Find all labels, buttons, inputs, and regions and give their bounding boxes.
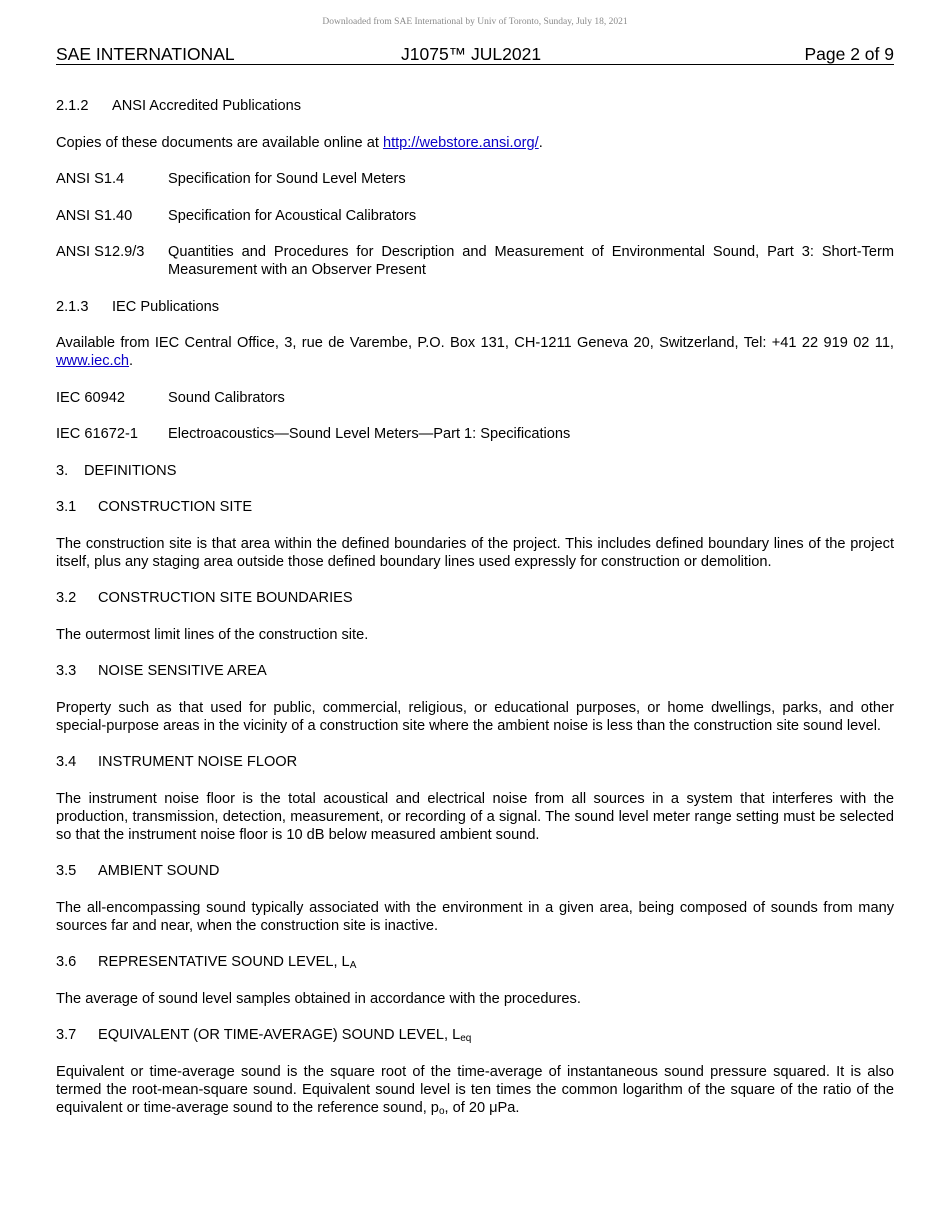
section-title: CONSTRUCTION SITE BOUNDARIES [98,590,353,606]
section-number: 3.4 [56,754,77,770]
section-number: 3.1 [56,499,77,515]
ansi-intro-text: Copies of these documents are available online at [56,134,383,151]
definition-3-2-text: The outermost limit lines of the construction site. [56,626,369,643]
ref-code: ANSI S1.4 [56,171,125,187]
definition-3-7-heading [56,1026,894,1044]
section-number: 3.3 [56,663,77,679]
section-title: NOISE SENSITIVE AREA [98,663,267,679]
download-watermark: Downloaded from SAE International by Univ of Toronto, Sunday, July 18, 2021 [322,17,628,27]
definition-3-5-heading [56,862,894,880]
section-title: INSTRUMENT NOISE FLOOR [98,754,298,770]
ref-code: IEC 60942 [56,389,125,406]
iec-website-link[interactable]: www.iec.ch [56,353,129,369]
definition-3-6-text: The average of sound level samples obtained in accordance with the procedures. [56,990,581,1007]
section-number: 3.7 [56,1027,77,1043]
section-3-heading [56,462,894,480]
ansi-intro-end: . [538,134,543,151]
ref-title: Sound Calibrators [168,389,285,406]
definition-3-3-text: Property such as that used for public, commercial, religious, or educational purposes, or home dwellings, parks, and other special-purpose areas in the vicinity of a construction site where the ambient noise is less than the construction site sound level. [56,699,894,734]
section-number: 3.5 [56,863,77,879]
section-title: IEC Publications [112,298,220,315]
definition-3-4-heading [56,753,894,771]
definition-3-2-heading [56,589,894,607]
section-title: EQUIVALENT (OR TIME-AVERAGE) SOUND LEVEL, L [98,1027,461,1043]
definition-3-1-text: The construction site is that area within the defined boundaries of the project. This includes defined boundary lines of the project itself, plus any staging area outside those defined boundary lines used expressly for construction or demolition. [56,535,894,570]
ref-ansi-s1-40 [56,207,894,225]
ref-code: IEC 61672-1 [56,426,138,442]
section-title: DEFINITIONS [84,462,177,479]
ref-title: Quantities and Procedures for Description and Measurement of Environmental Sound, Part 3: Short-Term Measurement with an Observer Present [168,244,894,278]
definition-3-6-heading [56,953,894,971]
document-body [56,97,894,1135]
ref-code: ANSI S12.9/3 [56,244,145,260]
page-header [56,45,894,65]
section-title: CONSTRUCTION SITE [98,499,253,515]
subscript-o: o [438,1105,445,1117]
ref-ansi-s12-9-3 [56,243,894,279]
section-2-1-2-heading [56,97,894,115]
section-number: 2.1.2 [56,98,89,114]
ref-code: ANSI S1.40 [56,207,133,224]
definition-3-1-heading [56,498,894,516]
section-number: 3. [56,462,69,479]
ref-iec-61672-1 [56,425,894,443]
ref-title: Specification for Sound Level Meters [168,171,406,187]
ansi-intro [56,134,894,152]
definition-3-4-text: The instrument noise floor is the total acoustical and electrical noise from all sources in a system that interferes with the production, transmission, detection, measurement, or recording of a signal. The sound level meter range setting must be selected so that the instrument noise floor is 10 dB below measured ambient sound. [56,790,894,843]
ref-title: Specification for Acoustical Calibrators [168,207,417,224]
subscript-eq: eq [460,1033,472,1044]
section-title: REPRESENTATIVE SOUND LEVEL, L [98,954,350,970]
iec-intro-end: . [129,353,134,369]
section-number: 3.6 [56,954,77,970]
section-2-1-3-heading [56,298,894,316]
iec-intro-text: Available from IEC Central Office, 3, rue de Varembe, P.O. Box 131, CH-1211 Geneva 20, Switzerland, Tel: +41 22 919 02 11, [56,335,894,351]
section-number: 2.1.3 [56,298,89,315]
ref-iec-60942 [56,389,894,407]
header-doc-id: J1075™ JUL2021 [401,44,542,64]
header-page-number: Page 2 of 9 [804,44,894,64]
iec-intro [56,334,894,370]
ansi-webstore-link[interactable]: http://webstore.ansi.org/ [382,134,539,151]
definition-3-7-body: Equivalent or time-average sound is the square root of the time-average of instantaneous sound pressure squared. It is also termed the root-mean-square sound. Equivalent sound level is ten times the common logarithm of the square of the ratio of the equivalent or time-average sound to the reference sound, p [56,1063,894,1116]
header-org: SAE INTERNATIONAL [56,44,235,64]
definition-3-5-text: The all-encompassing sound typically associated with the environment in a given area, being composed of sounds from many sources far and near, when the construction site is inactive. [56,899,894,934]
subscript-a: A [349,960,357,971]
ref-ansi-s1-4 [56,170,894,188]
ref-title: Electroacoustics—Sound Level Meters—Part 1: Specifications [168,426,571,442]
definition-3-7-text [56,1063,894,1117]
section-title: AMBIENT SOUND [98,863,220,879]
definition-3-3-heading [56,662,894,680]
section-title: ANSI Accredited Publications [112,98,302,114]
definition-3-7-end: , of 20 μPa. [444,1099,520,1116]
section-number: 3.2 [56,590,77,606]
